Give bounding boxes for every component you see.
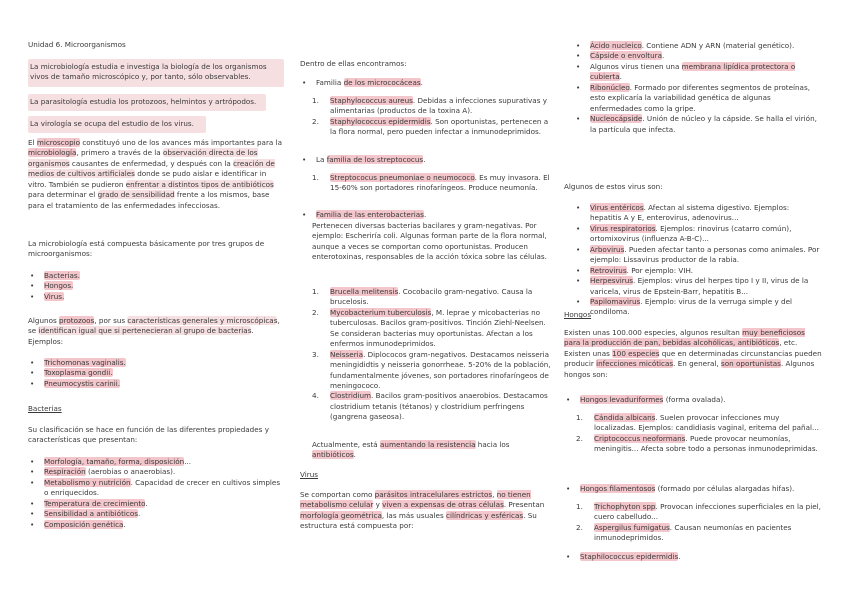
definition-virology: La virología se ocupa del estudio de los virus. (28, 116, 206, 133)
family-streptococus (300, 155, 552, 165)
list-item: • Temperatura de crecimiento. (28, 499, 284, 509)
list-item: • La familia de los streptococus. (300, 155, 552, 165)
bacteria-intro: Su clasificación se hace en función de las diferentes propiedades y características que presentan: (28, 425, 269, 445)
fungi-intro: Existen unas 100.000 especies, algunos resultan muy beneficiosos para la producción de pan, bebidas alcohólicas, antibióticos, etc. Existen unas 100 especies que en determinadas circunstancias pueden producir infecciones micóticas. En general, son oportunistas. Algunos hongos son: (564, 328, 822, 379)
list-item: 1. Staphylococcus aureus. Debidas a infecciones supurativas y alimentarias (productos de la toxina A). (312, 96, 547, 116)
list-item: 2. Staphylococcus epidermidis. Son oportunistas, pertenecen a la flora normal, pero pueden infectar a inmunodeprimidos. (312, 116, 549, 137)
protozoa-list (28, 358, 284, 389)
list-item: • Retrovirus. Por ejemplo: VIH. (564, 266, 822, 276)
list-item: 1. Cándida albicans. Suelen provocar infecciones muy localizadas. Ejemplos: candidiasis vaginal, eritema del pañal... (576, 413, 819, 433)
list-item: • Hongos filamentosos (formado por células alargadas hifas). (564, 484, 822, 494)
filamentous-fungi (564, 484, 822, 494)
list-item: 2. Aspergilus fumigatus. Causan neumonías en pacientes inmunodeprimidos. (576, 522, 792, 543)
list-item: • Hongos levaduriformes (forma ovalada). (564, 395, 822, 405)
family-micrococaceae (300, 78, 552, 88)
yeast-list (564, 413, 822, 455)
list-item: 2. Mycobacterium tuberculosis, M. leprae y micobacterias no tuberculosas. Bacilos gram-positivos. Tinción Ziehl-Neelsen. Se consideran bacterias muy oportunistas. Afectan a los enfermos inmunodeprimidos. (312, 307, 546, 349)
list-item: • Pneumocystis carinii. (28, 379, 284, 389)
enterobacterias-list (300, 287, 552, 423)
resistance-paragraph: Actualmente, está aumentando la resistencia hacia los antibióticos. (312, 440, 510, 460)
bacteria-heading: Bacterias (28, 404, 62, 413)
fungi-heading: Hongos (564, 310, 592, 319)
protozoa-paragraph: Algunos protozoos, por sus características generales y microscópicas, se identifican igual que si pertenecieran al grupo de bacterias. Ejemplos: (28, 316, 280, 346)
filamentous-list (564, 502, 822, 544)
list-item: • Arbovirus. Pueden afectar tanto a personas como animales. Por ejemplo: Lissavirus productor de la rabia. (564, 245, 822, 266)
list-item: • Toxoplasma gondii. (28, 368, 284, 378)
definition-microbiology: La microbiología estudia e investiga la biología de los organismos vivos de tamaño microscópico y, por tanto, sólo observables. (28, 59, 284, 87)
list-item: • Staphilococcus epidermidis. (564, 552, 822, 562)
list-item: • Nucleocápside. Unión de núcleo y la cápside. Se halla el virión, la partícula que infecta. (564, 114, 822, 135)
list-item: • Morfología, tamaño, forma, disposición... (28, 457, 284, 467)
list-item: • Virus. (28, 292, 284, 302)
list-item: • Sensibilidad a antibióticos. (28, 509, 284, 519)
groups-list (28, 271, 284, 302)
unit-title: Unidad 6. Microorganismos (28, 40, 126, 49)
list-item: 1. Brucella melitensis. Cocobacilo gram-negativo. Causa la brucelosis. (312, 287, 533, 307)
yeast-fungi (564, 395, 822, 405)
list-item: • Hongos. (28, 281, 284, 291)
list-item: • Virus entéricos. Afectan al sistema digestivo. Ejemplos: hepatitis A y E, enterovirus, adenovirus... (564, 203, 822, 224)
list-item: • Metabolismo y nutrición. Capacidad de crecer en cultivos simples o enriquecidos. (28, 478, 284, 499)
virus-types-list (564, 203, 822, 318)
list-item: • Familia de las enterobacterias. (300, 210, 552, 220)
last-item (564, 552, 822, 562)
list-item: 1. Streptococus pneumoniae o neumococo. Es muy invasora. El 15-60% son portadores rinofaríngeos. Produce neumonía. (312, 173, 550, 193)
list-item: • Papilomavirus. Ejemplo: virus de la verruga simple y del condiloma. (564, 297, 822, 318)
list-item: • Composición genética. (28, 520, 284, 530)
list-item: 3. Neisseria. Diplococos gram-negativos. Destacamos neisseria meningididtis y neisseria gonorrheae. 5-20% de la población, fundamentalmente jóvenes, son portadores rinofaríngeos de meningococo. (312, 349, 551, 390)
groups-intro: La microbiología está compuesta básicamente por tres grupos de microorganismos: (28, 239, 265, 259)
list-item: • Respiración (aerobias o anaerobias). (28, 467, 284, 477)
list-item: • Trichomonas vaginalis. (28, 358, 284, 368)
list-item: 1. Trichophyton spp. Provocan infecciones superficiales en la piel, cuero cabelludo... (576, 502, 821, 522)
list-item: • Cápside o envoltura. (564, 51, 822, 61)
bacteria-properties (28, 457, 284, 530)
families-intro: Dentro de ellas encontramos: (300, 59, 407, 68)
list-item: • Herpesvirus. Ejemplos: virus del herpes tipo I y II, virus de la varicela, virus de Epstein-Barr, hepatitis B... (564, 276, 822, 297)
list-item: • Familia de los micrococáceas. (300, 78, 552, 88)
enterobacterias-description: Pertenecen diversas bacterias bacilares y gram-negativas. Por ejemplo: Escheriría coli. Algunas forman parte de la flora normal, aunque a veces se comportan como oportunistas. Producen enterotoxinas, responsables de la acción tóxica sobre las células. (312, 221, 547, 262)
virus-list-intro: Algunos de estos virus son: (564, 182, 663, 191)
list-item: • Virus respiratorios. Ejemplos: rinovirus (catarro común), ortomixovirus (influenza A-B-C)... (564, 224, 822, 245)
list-item: • Ácido nucleico. Contiene ADN y ARN (material genético). (564, 41, 822, 51)
list-item: 2. Criptococcus neoformans. Puede provocar neumonías, meningitis... Afecta sobre todo a personas inmunodeprimidas. (576, 433, 818, 454)
micrococaceae-list (300, 96, 552, 138)
family-enterobacterias (300, 210, 552, 220)
definition-parasitology: La parasitología estudia los protozoos, helmintos y artrópodos. (28, 94, 266, 111)
list-item: • Bacterias. (28, 271, 284, 281)
virus-structure-list (564, 41, 822, 135)
list-item: • Ribonúcleo. Formado por diferentes segmentos de proteínas, esto explicaría la variabilidad genética de algunas enfermedades como la gripe. (564, 83, 822, 114)
microscope-paragraph: El microscopio constituyó uno de los avances más importantes para la microbiología, primero a través de la observación directa de los organismos causantes de enfermedad, y después con la creación de medios de cultivos artificiales donde se pudo aislar e identificar in vitro. También se pudieron enfrentar a distintos tipos de antibióticos para determinar el grado de sensibilidad frente a los mismos, base para el tratamiento de las enfermedades infecciosas. (28, 138, 283, 210)
list-item: 4. Clostridium. Bacilos gram-positivos anaerobios. Destacamos clostridium tetanis (tétanos) y clostridium perfringens (gangrena gaseosa). (312, 391, 548, 422)
virus-heading: Virus (300, 470, 319, 479)
virus-description: Se comportan como parásitos intracelulares estrictos, no tienen metabolismo celular y viven a expensas de otras células. Presentan morfología geométrica, las más usuales cilíndricas y esféricas. Su estructura está compuesta por: (300, 490, 545, 531)
list-item: • Algunos virus tienen una membrana lipídica protectora o cubierta. (564, 62, 822, 83)
streptococus-list (300, 173, 552, 194)
